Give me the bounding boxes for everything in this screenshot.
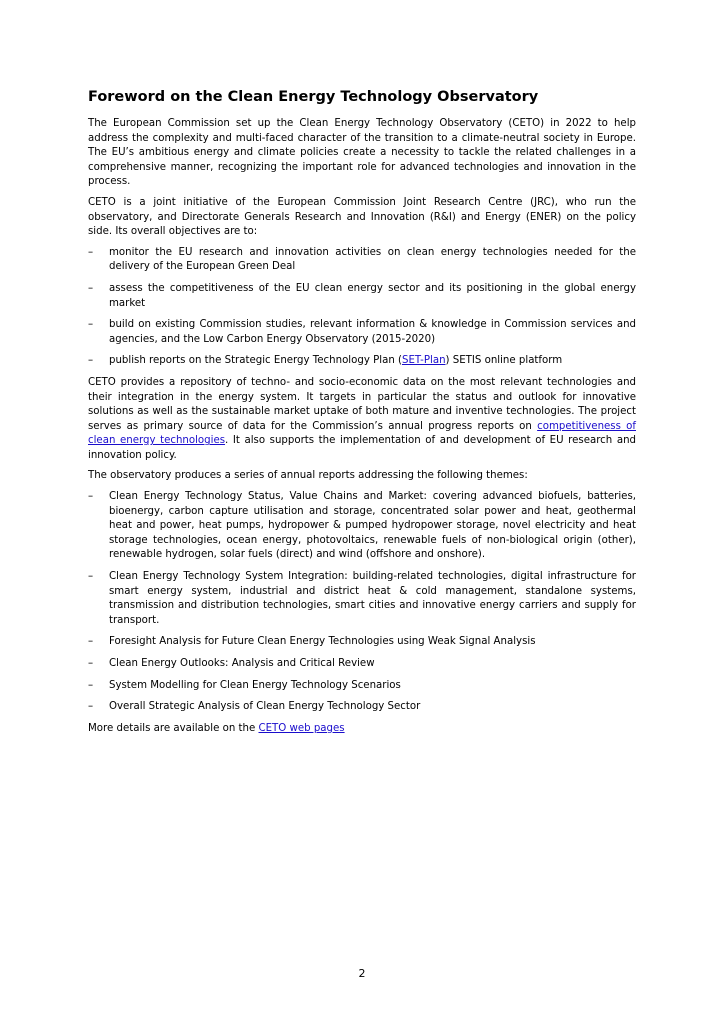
themes-intro-paragraph: The observatory produces a series of annual reports addressing the following themes: [88,470,528,482]
dash-bullet: – [88,571,94,583]
list-item: – monitor the EU research and innovation activities on clean energy technologies needed for the delivery of the European Green Deal [88,246,636,273]
dash-bullet: – [88,701,94,713]
dash-bullet: – [88,679,94,691]
dash-bullet: – [88,636,94,648]
dash-bullet: – [88,319,94,331]
list-item: – Clean Energy Technology System Integration: building-related technologies, digital infrastructure for smart energy system, industrial and district heat & cold management, standalone systems, transmission and distribution technologies, smart cities and innovative energy carriers and supply for transport. [88,571,636,626]
list-item: – Clean Energy Outlooks: Analysis and Critical Review [88,657,636,672]
intro-paragraph: The European Commission set up the Clean Energy Technology Observatory (CETO) in 2022 to help address the complexity and multi-faced character of the transition to a climate-neutral society in Europe. The EU’s ambitious energy and climate policies create a necessity to tackle the related challenges in a comprehensive manner, recognizing the important role for advanced technologies and innovation in the process. [88,118,636,188]
list-item: – System Modelling for Clean Energy Technology Scenarios [88,679,636,694]
list-item: – build on existing Commission studies, relevant information & knowledge in Commission services and agencies, and the Low Carbon Energy Observatory (2015-2020) [88,319,636,345]
repository-paragraph: CETO provides a repository of techno- and socio-economic data on the most relevant technologies and their integration in the energy system. It targets in particular the status and outlook for innovative solutions as well as the sustainable market uptake of both mature and inventive technologies. The project serves as primary source of data for the Commission’s annual progress reports on competitiveness of clean energy technologies. It also supports the implementation of and development of EU research and innovation policy. [88,376,636,461]
dash-bullet: – [88,355,94,367]
initiative-paragraph: CETO is a joint initiative of the European Commission Joint Research Centre (JRC), who run the observatory, and Directorate Generals Research and Innovation (R&I) and Energy (ENER) on the policy side. Its overall objectives are to: [88,196,636,238]
list-item: – Clean Energy Technology Status, Value Chains and Market: covering advanced biofuels, batteries, bioenergy, carbon capture utilisation and storage, concentrated solar power and heat, geothermal heat and power, heat pumps, hydropower & pumped hydropower storage, novel electricity and heat storage technologies, ocean energy, photovoltaics, renewable fuels of non-biological origin (other), renewable hydrogen, solar fuels (direct) and wind (offshore and onshore). [88,491,636,561]
dash-bullet: – [88,246,94,258]
document-body [88,88,636,742]
objectives-list [88,246,636,369]
themes-list [88,490,636,715]
more-details-paragraph: More details are available on the CETO web pages [88,722,345,734]
ceto-web-pages-link[interactable]: CETO web pages [258,722,345,734]
competitiveness-link[interactable]: competitiveness of clean energy technologies [88,420,636,447]
set-plan-link[interactable]: SET-Plan [401,355,446,367]
dash-bullet: – [88,491,94,503]
list-item: – Overall Strategic Analysis of Clean Energy Technology Sector [88,700,636,715]
dash-bullet: – [88,658,94,669]
page-title: Foreword on the Clean Energy Technology Observatory [88,89,539,105]
dash-bullet: – [88,282,94,294]
page-number: 2 [358,967,366,980]
list-item: – assess the competitiveness of the EU clean energy sector and its positioning in the global energy market [88,282,636,309]
list-item: – publish reports on the Strategic Energy Technology Plan (SET-Plan) SETIS online platform [88,354,636,369]
list-item: – Foresight Analysis for Future Clean Energy Technologies using Weak Signal Analysis [88,635,636,650]
